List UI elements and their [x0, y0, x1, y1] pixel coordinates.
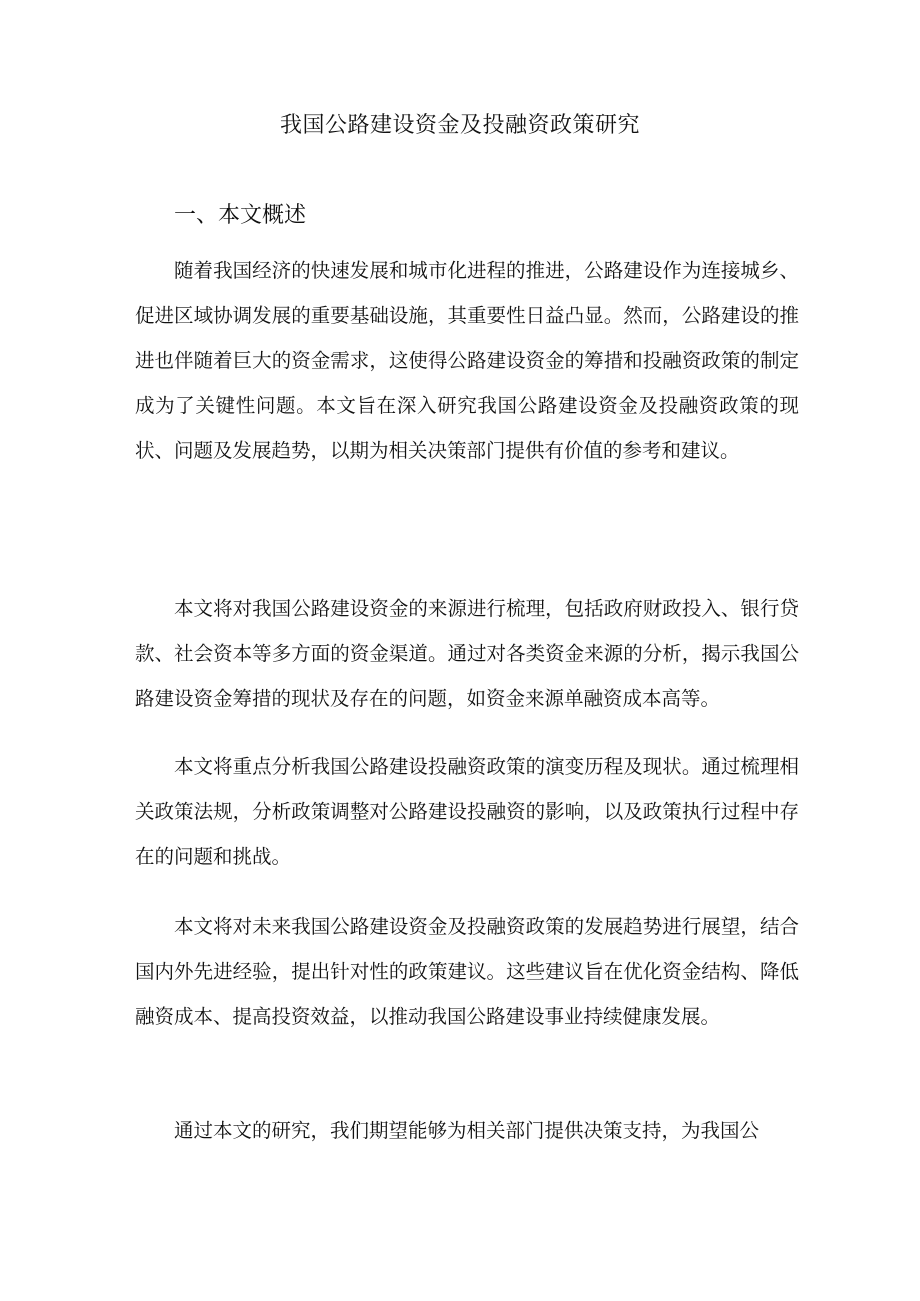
document-title: 我国公路建设资金及投融资政策研究 [279, 113, 640, 138]
paragraph: 本文将对未来我国公路建设资金及投融资政策的发展趋势进行展望，结合国内外先进经验，提出针对性的政策建议。这些建议旨在优化资金结构、降低融资成本、提高投资效益，以推动我国公路建设事业持续健康发展。 [135, 915, 799, 1028]
paragraph: 随着我国经济的快速发展和城市化进程的推进，公路建设作为连接城乡、促进区域协调发展的重要基础设施，其重要性日益凸显。然而，公路建设的推进也伴随着巨大的资金需求，这使得公路建设资金的筹措和投融资政策的制定成为了关键性问题。本文旨在深入研究我国公路建设资金及投融资政策的现状、问题及发展趋势，以期为相关决策部门提供有价值的参考和建议。 [135, 259, 799, 462]
section-heading: 一、本文概述 [174, 203, 307, 228]
paragraph: 本文将重点分析我国公路建设投融资政策的演变历程及现状。通过梳理相关政策法规，分析政策调整对公路建设投融资的影响，以及政策执行过程中存在的问题和挑战。 [135, 755, 799, 868]
paragraph: 本文将对我国公路建设资金的来源进行梳理，包括政府财政投入、银行贷款、社会资本等多方面的资金渠道。通过对各类资金来源的分析，揭示我国公路建设资金筹措的现状及存在的问题，如资金来源单融资成本高等。 [135, 597, 799, 710]
paragraph: 通过本文的研究，我们期望能够为相关部门提供决策支持，为我国公 [174, 1119, 760, 1142]
